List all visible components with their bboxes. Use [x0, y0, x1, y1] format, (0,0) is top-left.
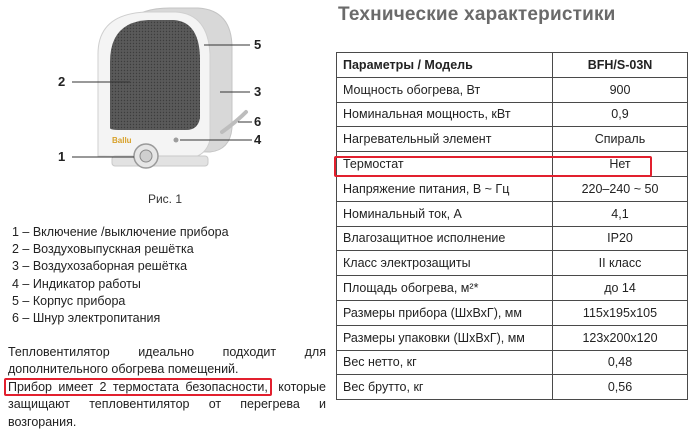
legend-item: 5 – Корпус прибора	[12, 293, 126, 308]
legend-item: 3 – Воздухозаборная решётка	[12, 259, 188, 274]
value-cell: 900	[553, 77, 688, 102]
outlet-grille	[110, 20, 200, 130]
description-text-cont: которые защищают тепловентилятор от перегрева и возгорания.	[8, 379, 326, 429]
param-cell: Размеры прибора (ШхВхГ), мм	[337, 300, 553, 325]
param-cell: Термостат	[337, 152, 553, 177]
value-cell: Спираль	[553, 127, 688, 152]
param-cell: Влагозащитное исполнение	[337, 226, 553, 251]
legend-item: 1 – Включение /выключение прибора	[12, 225, 229, 239]
param-cell: Напряжение питания, В ~ Гц	[337, 176, 553, 201]
description-text: Тепловентилятор идеально подходит для дополнительного обогрева помещений.	[8, 345, 326, 377]
table-row	[337, 201, 688, 226]
param-cell: Площадь обогрева, м²*	[337, 276, 553, 301]
table-row	[337, 226, 688, 251]
table-row	[337, 300, 688, 325]
table-row	[337, 77, 688, 102]
param-cell: Мощность обогрева, Вт	[337, 77, 553, 102]
heater-figure	[0, 0, 330, 210]
callout-5: 5	[254, 37, 262, 52]
table-row	[337, 325, 688, 350]
table-row	[337, 176, 688, 201]
callout-3: 3	[254, 84, 262, 99]
value-cell: 0,9	[553, 102, 688, 127]
specs-table	[336, 52, 688, 400]
value-cell: Нет	[553, 152, 688, 177]
param-cell: Номинальная мощность, кВт	[337, 102, 553, 127]
legend-item: 2 – Воздуховыпускная решётка	[12, 242, 194, 257]
value-cell: 0,56	[553, 375, 688, 400]
table-row	[337, 127, 688, 152]
value-cell: IP20	[553, 226, 688, 251]
description-paragraph	[8, 344, 326, 431]
value-cell: II класс	[553, 251, 688, 276]
brand-logo: Ballu	[112, 136, 132, 145]
callout-6: 6	[254, 114, 262, 129]
value-cell: 0,48	[553, 350, 688, 375]
table-row	[337, 251, 688, 276]
param-cell: Размеры упаковки (ШхВхГ), мм	[337, 325, 553, 350]
table-row	[337, 375, 688, 400]
table-row-thermostat	[337, 152, 688, 177]
param-cell: Нагревательный элемент	[337, 127, 553, 152]
indicator-light	[174, 138, 179, 143]
param-cell: Вес брутто, кг	[337, 375, 553, 400]
param-cell: Вес нетто, кг	[337, 350, 553, 375]
value-cell: до 14	[553, 276, 688, 301]
heater-illustration	[0, 0, 330, 190]
legend-item: 4 – Индикатор работы	[12, 276, 141, 291]
value-cell: 220–240 ~ 50	[553, 176, 688, 201]
callout-2: 2	[58, 74, 66, 89]
table-row	[337, 350, 688, 375]
value-cell: 115х195х105	[553, 300, 688, 325]
table-row	[337, 102, 688, 127]
table-header-row	[337, 53, 688, 78]
value-cell: 4,1	[553, 201, 688, 226]
header-param: Параметры / Модель	[337, 53, 553, 78]
figure-caption: Рис. 1	[147, 192, 183, 206]
specs-title: Технические характеристики	[338, 4, 616, 25]
header-model: BFH/S-03N	[553, 53, 688, 78]
param-cell: Номинальный ток, А	[337, 201, 553, 226]
callout-1: 1	[58, 149, 66, 164]
parts-legend	[12, 224, 229, 327]
thermostat-highlight: Прибор имеет 2 термостата безопасности,	[4, 378, 272, 396]
value-cell: 123х200х120	[553, 325, 688, 350]
callout-4: 4	[254, 132, 262, 147]
table-row	[337, 276, 688, 301]
legend-item: 6 – Шнур электропитания	[12, 311, 161, 326]
param-cell: Класс электрозащиты	[337, 251, 553, 276]
